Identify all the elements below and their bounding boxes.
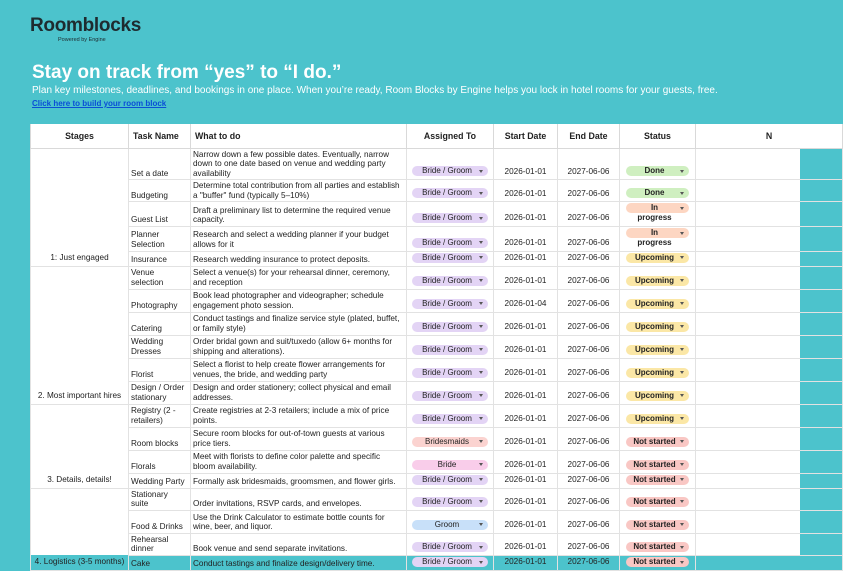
status-cell[interactable] — [620, 473, 696, 488]
col-header-what[interactable]: What to do — [191, 124, 407, 148]
brand-name: Roomblocks — [30, 15, 142, 36]
what-to-do-cell[interactable]: Conduct tastings and finalize service style (plated, buffet, or family style) — [191, 312, 407, 335]
status-dropdown[interactable] — [626, 276, 689, 286]
end-date-cell[interactable]: 2027-06-06 — [558, 358, 620, 381]
status-dropdown[interactable] — [626, 253, 689, 263]
assigned-dropdown[interactable] — [412, 345, 488, 355]
what-to-do-cell[interactable]: Design and order stationery; collect physical and email addresses. — [191, 381, 407, 404]
end-date-cell[interactable]: 2027-06-06 — [558, 227, 620, 252]
assigned-cell[interactable] — [407, 473, 494, 488]
notes-cell[interactable] — [696, 404, 843, 427]
notes-cell[interactable] — [696, 510, 843, 533]
table-row — [31, 510, 843, 533]
task-name-cell[interactable]: Set a date — [129, 148, 191, 180]
status-dropdown[interactable] — [626, 188, 689, 198]
assigned-value: Bride / Groom — [422, 166, 472, 176]
status-cell[interactable] — [620, 312, 696, 335]
what-to-do-cell[interactable]: Book lead photographer and videographer; schedule engagement photo session. — [191, 289, 407, 312]
status-value: Upcoming — [634, 275, 675, 285]
assigned-value: Bride / Groom — [422, 390, 472, 400]
assigned-dropdown[interactable] — [412, 276, 488, 286]
assigned-dropdown[interactable] — [412, 460, 488, 470]
table-row — [31, 533, 843, 555]
status-cell[interactable] — [620, 488, 696, 510]
start-date-cell[interactable]: 2026-01-01 — [494, 381, 558, 404]
brand-tagline: Powered by Engine — [58, 37, 106, 43]
status-cell[interactable] — [620, 202, 696, 227]
status-cell[interactable] — [620, 381, 696, 404]
assigned-cell[interactable] — [407, 510, 494, 533]
table-row — [31, 266, 843, 289]
status-cell[interactable] — [620, 251, 696, 266]
assigned-cell[interactable] — [407, 381, 494, 404]
status-cell[interactable] — [620, 358, 696, 381]
start-date-cell[interactable]: 2026-01-01 — [494, 251, 558, 266]
status-value: Not started — [633, 474, 676, 484]
notes-cell[interactable] — [696, 148, 843, 180]
what-to-do-cell[interactable]: Use the Drink Calculator to estimate bottle counts for wine, beer, and liquor. — [191, 510, 407, 533]
status-value: Upcoming — [634, 367, 675, 377]
status-value: Upcoming — [634, 413, 675, 423]
notes-cell[interactable] — [696, 289, 843, 312]
what-to-do-cell[interactable]: Create registries at 2-3 retailers; include a mix of price points. — [191, 404, 407, 427]
status-dropdown[interactable] — [626, 414, 689, 424]
what-to-do-cell[interactable]: Order bridal gown and suit/tuxedo (allow 6+ months for shipping and alterations). — [191, 335, 407, 358]
table-row — [31, 335, 843, 358]
what-to-do-cell[interactable]: Research and select a wedding planner if your budget allows for it — [191, 227, 407, 252]
assigned-value: Bride / Groom — [422, 557, 472, 567]
end-date-cell[interactable]: 2027-06-06 — [558, 473, 620, 488]
task-name-cell[interactable]: Design / Order stationary — [129, 381, 191, 404]
status-dropdown[interactable] — [626, 203, 689, 223]
status-dropdown[interactable] — [626, 542, 689, 552]
table-row — [31, 289, 843, 312]
start-date-cell[interactable]: 2026-01-01 — [494, 510, 558, 533]
end-date-cell[interactable]: 2027-06-06 — [558, 202, 620, 227]
status-cell[interactable] — [620, 450, 696, 473]
status-cell[interactable] — [620, 289, 696, 312]
assigned-value: Bride / Groom — [422, 542, 472, 552]
assigned-value: Bride / Groom — [422, 474, 472, 484]
status-dropdown[interactable] — [626, 557, 689, 567]
assigned-value: Bride / Groom — [422, 321, 472, 331]
col-header-assigned[interactable]: Assigned To — [407, 124, 494, 148]
notes-cell[interactable] — [696, 450, 843, 473]
table-row — [31, 556, 843, 571]
task-name-cell[interactable]: Registry (2 - retailers) — [129, 404, 191, 427]
assigned-value: Bridesmaids — [424, 436, 469, 446]
status-value: Not started — [633, 557, 676, 567]
assigned-cell[interactable] — [407, 251, 494, 266]
status-value: Not started — [633, 496, 676, 506]
status-cell[interactable] — [620, 510, 696, 533]
notes-cell[interactable] — [696, 251, 843, 266]
status-value: Not started — [633, 436, 676, 446]
end-date-cell[interactable]: 2027-06-06 — [558, 427, 620, 450]
task-name-cell[interactable]: Florist — [129, 358, 191, 381]
assigned-dropdown[interactable] — [412, 253, 488, 263]
notes-cell[interactable] — [696, 427, 843, 450]
status-cell[interactable] — [620, 556, 696, 571]
assigned-cell[interactable] — [407, 202, 494, 227]
status-value: Not started — [633, 459, 676, 469]
what-to-do-cell[interactable]: Select a venue(s) for your rehearsal dinner, ceremony, and reception — [191, 266, 407, 289]
task-name-cell[interactable]: Wedding Dresses — [129, 335, 191, 358]
task-name-cell[interactable]: Budgeting — [129, 180, 191, 202]
table-row — [31, 381, 843, 404]
table-row — [31, 202, 843, 227]
assigned-cell[interactable] — [407, 289, 494, 312]
what-to-do-cell[interactable]: Conduct tastings and finalize design/delivery time. — [191, 556, 407, 571]
assigned-value: Bride / Groom — [422, 252, 472, 262]
end-date-cell[interactable]: 2027-06-06 — [558, 335, 620, 358]
status-cell[interactable] — [620, 533, 696, 555]
assigned-value: Bride / Groom — [422, 413, 472, 423]
col-header-task[interactable]: Task Name — [129, 124, 191, 148]
task-name-cell[interactable]: Planner Selection — [129, 227, 191, 252]
notes-cell[interactable] — [696, 266, 843, 289]
status-cell[interactable] — [620, 180, 696, 202]
stage-cell[interactable]: 4. Logistics (3-5 months) — [31, 488, 129, 570]
status-dropdown[interactable] — [626, 497, 689, 507]
notes-cell[interactable] — [696, 533, 843, 555]
table-row — [31, 488, 843, 510]
col-header-start[interactable]: Start Date — [494, 124, 558, 148]
task-name-cell[interactable]: Cake — [129, 556, 191, 571]
table-row — [31, 404, 843, 427]
status-value: In progress — [637, 203, 672, 223]
task-name-cell[interactable]: Rehearsal dinner — [129, 533, 191, 555]
assigned-dropdown[interactable] — [412, 437, 488, 447]
assigned-cell[interactable] — [407, 312, 494, 335]
hero-subline: Plan key milestones, deadlines, and bookings in one place. When you’re ready, Room Blocks by Engine helps you lock in hotel rooms for your guests, free. — [32, 85, 718, 96]
assigned-dropdown[interactable] — [412, 497, 488, 507]
status-value: Upcoming — [634, 252, 675, 262]
col-header-status[interactable]: Status — [620, 124, 696, 148]
status-dropdown[interactable] — [626, 299, 689, 309]
notes-cell[interactable] — [696, 202, 843, 227]
notes-cell[interactable] — [696, 556, 843, 571]
assigned-dropdown[interactable] — [412, 213, 488, 223]
assigned-dropdown[interactable] — [412, 542, 488, 552]
notes-cell[interactable] — [696, 312, 843, 335]
assigned-value: Bride / Groom — [422, 237, 472, 247]
assigned-cell[interactable] — [407, 358, 494, 381]
task-name-cell[interactable]: Room blocks — [129, 427, 191, 450]
status-value: Not started — [633, 542, 676, 552]
end-date-cell[interactable]: 2027-06-06 — [558, 148, 620, 180]
assigned-dropdown[interactable] — [412, 557, 488, 567]
start-date-cell[interactable]: 2026-01-01 — [494, 427, 558, 450]
assigned-cell[interactable] — [407, 488, 494, 510]
hero-headline: Stay on track from “yes” to “I do.” — [32, 62, 342, 83]
assigned-dropdown[interactable] — [412, 238, 488, 248]
status-cell[interactable] — [620, 335, 696, 358]
assigned-cell[interactable] — [407, 335, 494, 358]
assigned-value: Bride / Groom — [422, 496, 472, 506]
end-date-cell[interactable]: 2027-06-06 — [558, 450, 620, 473]
notes-cell[interactable] — [696, 180, 843, 202]
end-date-cell[interactable]: 2027-06-06 — [558, 381, 620, 404]
notes-cell[interactable] — [696, 473, 843, 488]
start-date-cell[interactable]: 2026-01-01 — [494, 180, 558, 202]
start-date-cell[interactable]: 2026-01-01 — [494, 473, 558, 488]
status-dropdown[interactable] — [626, 391, 689, 401]
task-name-cell[interactable]: Photography — [129, 289, 191, 312]
assigned-dropdown[interactable] — [412, 166, 488, 176]
status-dropdown[interactable] — [626, 475, 689, 485]
what-to-do-cell[interactable]: Determine total contribution from all parties and establish a "buffer" fund (typically 5–10%) — [191, 180, 407, 202]
col-header-end[interactable]: End Date — [558, 124, 620, 148]
status-value: Done — [644, 166, 665, 176]
planning-sheet — [30, 124, 800, 569]
task-name-cell[interactable]: Wedding Party — [129, 473, 191, 488]
stage-cell[interactable]: 2. Most important hires — [31, 266, 129, 404]
assigned-dropdown[interactable] — [412, 414, 488, 424]
task-name-cell[interactable]: Catering — [129, 312, 191, 335]
start-date-cell[interactable]: 2026-01-01 — [494, 227, 558, 252]
task-name-cell[interactable]: Stationary suite — [129, 488, 191, 510]
assigned-value: Bride / Groom — [422, 213, 472, 223]
status-dropdown[interactable] — [626, 460, 689, 470]
table-row — [31, 427, 843, 450]
start-date-cell[interactable]: 2026-01-01 — [494, 358, 558, 381]
end-date-cell[interactable]: 2027-06-06 — [558, 488, 620, 510]
start-date-cell[interactable]: 2026-01-01 — [494, 266, 558, 289]
start-date-cell[interactable]: 2026-01-01 — [494, 404, 558, 427]
status-dropdown[interactable] — [626, 166, 689, 176]
assigned-cell[interactable] — [407, 427, 494, 450]
notes-cell[interactable] — [696, 227, 843, 252]
stage-cell[interactable]: 1: Just engaged — [31, 148, 129, 266]
end-date-cell[interactable]: 2027-06-06 — [558, 251, 620, 266]
table-row — [31, 312, 843, 335]
assigned-value: Bride / Groom — [422, 298, 472, 308]
start-date-cell[interactable]: 2026-01-04 — [494, 289, 558, 312]
task-name-cell[interactable]: Venue selection — [129, 266, 191, 289]
status-cell[interactable] — [620, 427, 696, 450]
start-date-cell[interactable]: 2026-01-01 — [494, 533, 558, 555]
assigned-cell[interactable] — [407, 556, 494, 571]
assigned-cell[interactable] — [407, 266, 494, 289]
assigned-cell[interactable] — [407, 450, 494, 473]
task-name-cell[interactable]: Food & Drinks — [129, 510, 191, 533]
table-body — [31, 148, 843, 571]
start-date-cell[interactable]: 2026-01-01 — [494, 312, 558, 335]
assigned-cell[interactable] — [407, 180, 494, 202]
status-cell[interactable] — [620, 266, 696, 289]
start-date-cell[interactable]: 2026-01-01 — [494, 335, 558, 358]
assigned-value: Bride — [437, 459, 457, 469]
assigned-value: Bride / Groom — [422, 188, 472, 198]
end-date-cell[interactable]: 2027-06-06 — [558, 180, 620, 202]
start-date-cell[interactable]: 2026-01-01 — [494, 556, 558, 571]
end-date-cell[interactable]: 2027-06-06 — [558, 510, 620, 533]
stage-cell[interactable]: 3. Details, details! — [31, 404, 129, 488]
table-row — [31, 473, 843, 488]
status-value: Done — [644, 188, 665, 198]
status-value: Upcoming — [634, 321, 675, 331]
assigned-value: Bride / Groom — [422, 275, 472, 285]
assigned-dropdown[interactable] — [412, 391, 488, 401]
start-date-cell[interactable]: 2026-01-01 — [494, 148, 558, 180]
assigned-value: Bride / Groom — [422, 367, 472, 377]
status-value: In progress — [637, 228, 672, 248]
end-date-cell[interactable]: 2027-06-06 — [558, 556, 620, 571]
task-name-cell[interactable]: Guest List — [129, 202, 191, 227]
end-date-cell[interactable]: 2027-06-06 — [558, 533, 620, 555]
table-row — [31, 358, 843, 381]
what-to-do-cell[interactable]: Research wedding insurance to protect deposits. — [191, 251, 407, 266]
status-dropdown[interactable] — [626, 520, 689, 530]
build-room-block-link[interactable]: Click here to build your room block — [32, 99, 167, 108]
task-name-cell[interactable]: Insurance — [129, 251, 191, 266]
assigned-cell[interactable] — [407, 533, 494, 555]
assigned-cell[interactable] — [407, 404, 494, 427]
status-value: Upcoming — [634, 390, 675, 400]
end-date-cell[interactable]: 2027-06-06 — [558, 312, 620, 335]
status-cell[interactable] — [620, 227, 696, 252]
col-header-stages[interactable]: Stages — [31, 124, 129, 148]
assigned-dropdown[interactable] — [412, 475, 488, 485]
end-date-cell[interactable]: 2027-06-06 — [558, 289, 620, 312]
what-to-do-cell[interactable]: Order invitations, RSVP cards, and envelopes. — [191, 488, 407, 510]
assigned-cell[interactable] — [407, 227, 494, 252]
status-cell[interactable] — [620, 404, 696, 427]
what-to-do-cell[interactable]: Select a florist to help create flower arrangements for venues, the bride, and wedding party — [191, 358, 407, 381]
brand-logo — [30, 16, 141, 43]
status-value: Not started — [633, 519, 676, 529]
assigned-dropdown[interactable] — [412, 368, 488, 378]
what-to-do-cell[interactable]: Meet with florists to define color palette and specific bloom availability. — [191, 450, 407, 473]
table-row — [31, 227, 843, 252]
what-to-do-cell[interactable]: Secure room blocks for out-of-town guests at various price tiers. — [191, 427, 407, 450]
assigned-dropdown[interactable] — [412, 322, 488, 332]
start-date-cell[interactable]: 2026-01-01 — [494, 488, 558, 510]
table-row — [31, 450, 843, 473]
assigned-dropdown[interactable] — [412, 299, 488, 309]
table-row — [31, 148, 843, 180]
assigned-dropdown[interactable] — [412, 188, 488, 198]
notes-cell[interactable] — [696, 381, 843, 404]
notes-cell[interactable] — [696, 335, 843, 358]
assigned-cell[interactable] — [407, 148, 494, 180]
status-cell[interactable] — [620, 148, 696, 180]
status-value: Upcoming — [634, 298, 675, 308]
status-dropdown[interactable] — [626, 368, 689, 378]
what-to-do-cell[interactable]: Book venue and send separate invitations. — [191, 533, 407, 555]
end-date-cell[interactable]: 2027-06-06 — [558, 404, 620, 427]
assigned-dropdown[interactable] — [412, 520, 488, 530]
table-header-row — [31, 124, 843, 148]
what-to-do-cell[interactable]: Narrow down a few possible dates. Eventually, narrow down to one date based on venue and wedding party availability — [191, 148, 407, 180]
status-value: Upcoming — [634, 344, 675, 354]
col-header-notes[interactable]: N — [696, 124, 843, 148]
start-date-cell[interactable]: 2026-01-01 — [494, 450, 558, 473]
notes-cell[interactable] — [696, 488, 843, 510]
what-to-do-cell[interactable]: Formally ask bridesmaids, groomsmen, and flower girls. — [191, 473, 407, 488]
notes-cell[interactable] — [696, 358, 843, 381]
start-date-cell[interactable]: 2026-01-01 — [494, 202, 558, 227]
status-dropdown[interactable] — [626, 437, 689, 447]
task-name-cell[interactable]: Florals — [129, 450, 191, 473]
timeline-table — [30, 124, 843, 571]
assigned-value: Groom — [434, 519, 460, 529]
status-dropdown[interactable] — [626, 228, 689, 248]
table-row — [31, 180, 843, 202]
assigned-value: Bride / Groom — [422, 344, 472, 354]
what-to-do-cell[interactable]: Draft a preliminary list to determine the required venue capacity. — [191, 202, 407, 227]
status-dropdown[interactable] — [626, 322, 689, 332]
status-dropdown[interactable] — [626, 345, 689, 355]
table-row — [31, 251, 843, 266]
end-date-cell[interactable]: 2027-06-06 — [558, 266, 620, 289]
